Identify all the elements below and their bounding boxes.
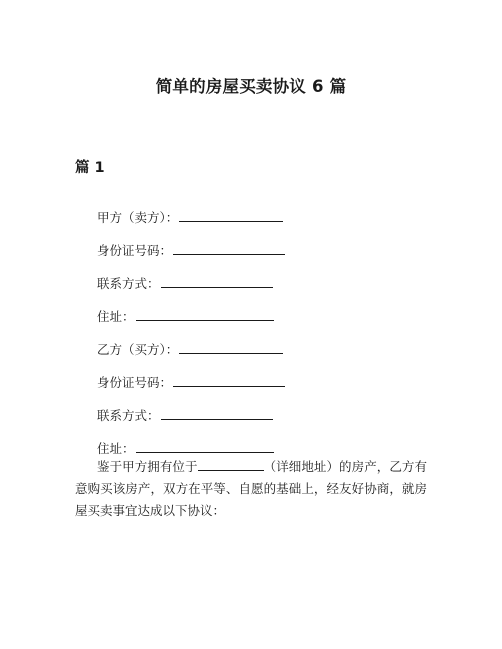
field-label: 乙方（买方）：	[97, 342, 179, 357]
buyer-id-field	[97, 374, 285, 392]
address-blank	[198, 458, 264, 471]
field-label: 住址：	[97, 441, 135, 456]
fill-in-blank	[136, 308, 274, 321]
fill-in-blank	[161, 407, 273, 420]
fill-in-blank	[161, 275, 273, 288]
field-label: 住址：	[97, 309, 135, 324]
fill-in-blank	[136, 440, 274, 453]
buyer-name-field	[97, 341, 283, 359]
seller-name-field	[97, 209, 283, 227]
seller-address-field	[97, 308, 274, 326]
field-label: 联系方式：	[97, 408, 160, 423]
preamble-text-end: （详细地址）的房产，乙方有意购买该房产，双方在平等、自愿的基础上，经友好协商，就房屋买卖事宜达成以下协议：	[75, 459, 427, 518]
field-label: 甲方（卖方）：	[97, 210, 179, 225]
buyer-contact-field	[97, 407, 273, 425]
preamble-text-start: 鉴于甲方拥有位于	[97, 459, 198, 474]
fill-in-blank	[179, 341, 283, 354]
field-label: 身份证号码：	[97, 375, 173, 390]
fill-in-blank	[179, 209, 283, 222]
fill-in-blank	[173, 242, 285, 255]
agreement-preamble	[75, 456, 427, 522]
field-label: 身份证号码：	[97, 243, 173, 258]
field-label: 联系方式：	[97, 276, 160, 291]
fill-in-blank	[173, 374, 285, 387]
seller-id-field	[97, 242, 285, 260]
document-title: 简单的房屋买卖协议 6 篇	[155, 77, 347, 96]
section-heading: 篇 1	[75, 160, 105, 176]
seller-contact-field	[97, 275, 273, 293]
